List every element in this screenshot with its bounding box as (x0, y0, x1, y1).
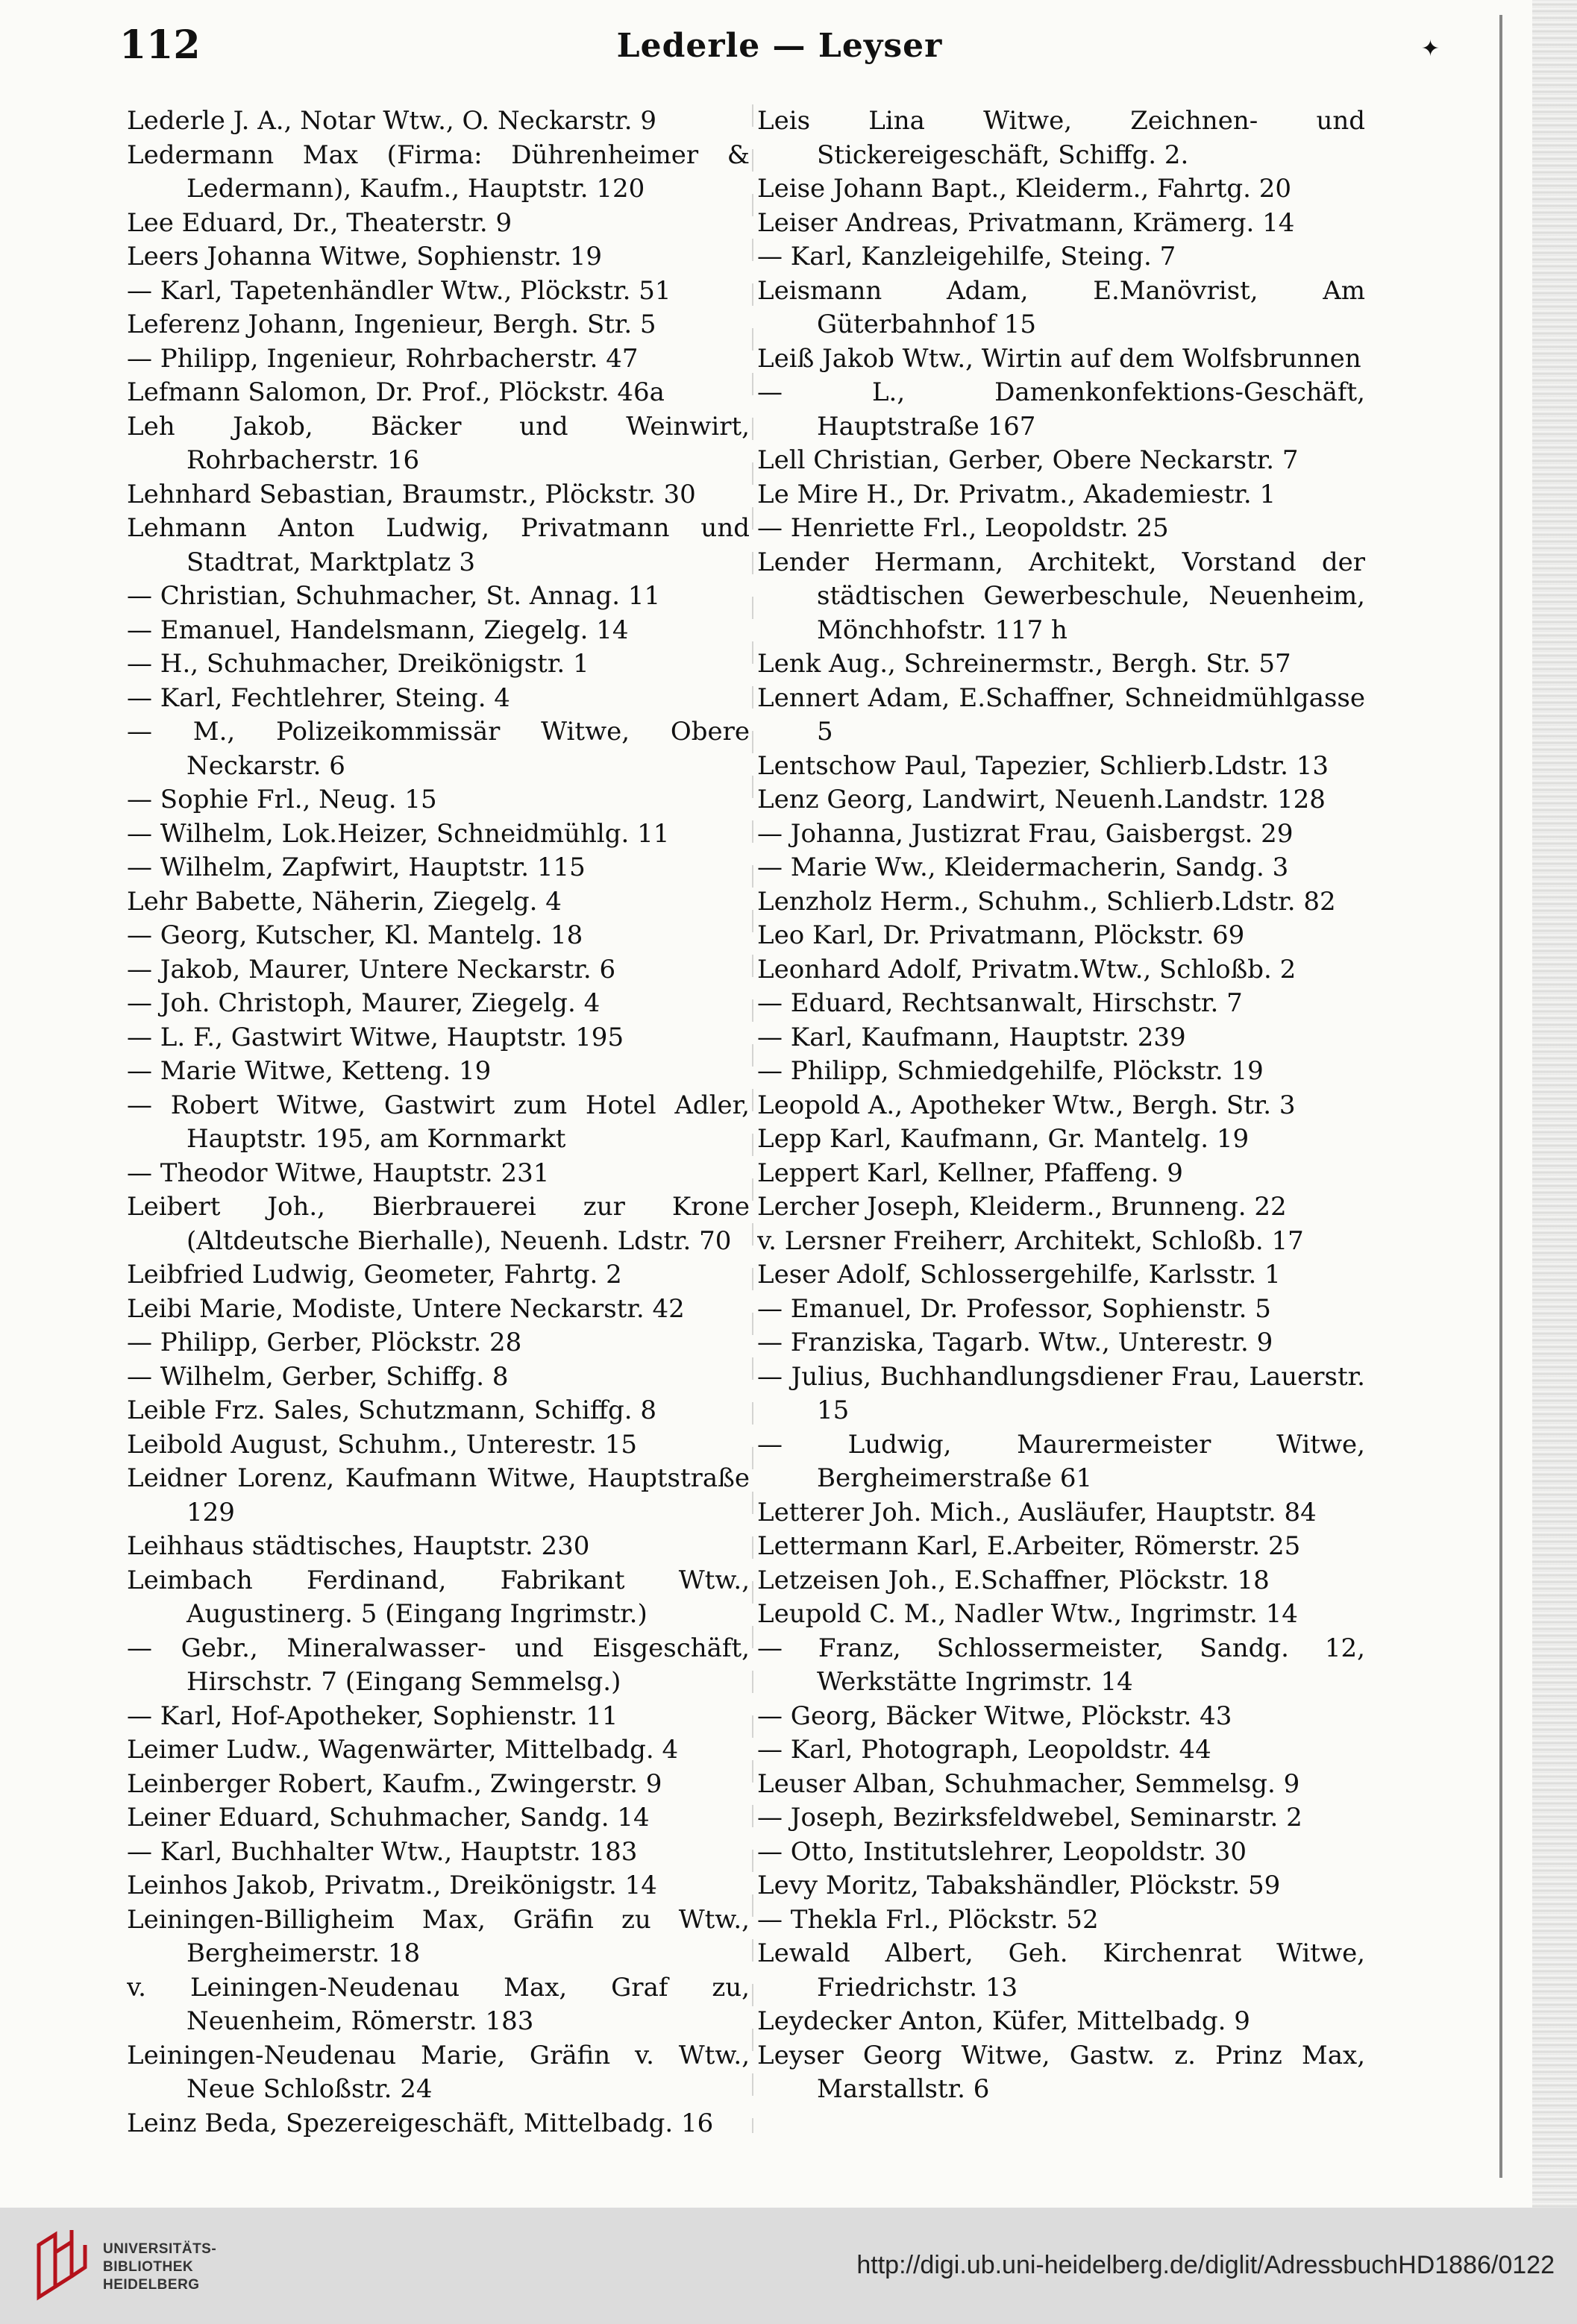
directory-entry: Letterer Joh. Mich., Ausläufer, Hauptstr. 84 (757, 1497, 1317, 1527)
directory-entry: Leiningen-Billigheim Max, Gräfin zu Wtw., Bergheimerstr. 18 (127, 1904, 750, 1968)
directory-entry: Leferenz Johann, Ingenieur, Bergh. Str. 5 (127, 310, 656, 339)
directory-entry: Leiser Andreas, Privatmann, Krämerg. 14 (757, 207, 1295, 238)
directory-entry: — Franz, Schlossermeister, Sandg. 12, Werkstätte Ingrimstr. 14 (757, 1633, 1365, 1697)
directory-entry: Leibi Marie, Modiste, Untere Neckarstr. 42 (127, 1293, 685, 1324)
directory-entry: Leible Frz. Sales, Schutzmann, Schiffg. 8 (127, 1395, 657, 1425)
directory-entry: Lee Eduard, Dr., Theaterstr. 9 (127, 207, 512, 238)
directory-entry: Leiß Jakob Wtw., Wirtin auf dem Wolfsbrunnen (757, 343, 1361, 374)
directory-entry: Ledermann Max (Firma: Dührenheimer & Ledermann), Kaufm., Hauptstr. 120 (127, 139, 750, 204)
directory-entry: Lercher Joseph, Kleiderm., Brunneng. 22 (757, 1192, 1287, 1222)
page-edge-shadow (1532, 0, 1577, 2208)
column-divider (752, 104, 753, 2133)
directory-entry: — Karl, Hof-Apotheker, Sophienstr. 11 (127, 1700, 618, 1731)
directory-entry: — Karl, Fechtlehrer, Steing. 4 (127, 682, 510, 713)
library-name-line: HEIDELBERG (103, 2277, 200, 2293)
directory-entry: — Wilhelm, Zapfwirt, Hauptstr. 115 (127, 852, 586, 882)
running-head: Lederle — Leyser (616, 27, 943, 65)
directory-entry: — Joh. Christoph, Maurer, Ziegelg. 4 (127, 988, 601, 1018)
directory-entry: Leh Jakob, Bäcker und Weinwirt, Rohrbacherstr. 16 (127, 411, 750, 475)
directory-entry: Leinhos Jakob, Privatm., Dreikönigstr. 14 (127, 1871, 657, 1900)
directory-entry: Leonhard Adolf, Privatm.Wtw., Schloßb. 2 (757, 954, 1297, 984)
directory-entry: — Christian, Schuhmacher, St. Annag. 11 (127, 581, 661, 611)
source-url-link[interactable]: http://digi.ub.uni-heidelberg.de/diglit/AdressbuchHD1886/0122 (856, 2251, 1555, 2279)
directory-entry: Leinz Beda, Spezereigeschäft, Mittelbadg. 16 (127, 2108, 714, 2138)
directory-entry: Lehr Babette, Näherin, Ziegelg. 4 (127, 886, 562, 917)
directory-entry: Lettermann Karl, E.Arbeiter, Römerstr. 25 (757, 1531, 1301, 1561)
directory-entry: — Karl, Buchhalter Wtw., Hauptstr. 183 (127, 1836, 638, 1867)
page-edge-line (1499, 15, 1502, 2178)
directory-entry: — Jakob, Maurer, Untere Neckarstr. 6 (127, 954, 616, 984)
directory-entry: — Karl, Tapetenhändler Wtw., Plöckstr. 51 (127, 275, 671, 306)
directory-entry: — Robert Witwe, Gastwirt zum Hotel Adler, Hauptstr. 195, am Kornmarkt (127, 1090, 750, 1154)
directory-entry: — Joseph, Bezirksfeldwebel, Seminarstr. 2 (757, 1803, 1302, 1832)
directory-entry: — Karl, Photograph, Leopoldstr. 44 (757, 1735, 1211, 1765)
right-column (757, 104, 1365, 2155)
directory-entry: Leers Johanna Witwe, Sophienstr. 19 (127, 242, 603, 271)
directory-entry: — Eduard, Rechtsanwalt, Hirschstr. 7 (757, 988, 1243, 1018)
directory-entry: Leser Adolf, Schlossergehilfe, Karlsstr. 1 (757, 1260, 1281, 1290)
directory-entry: Lender Hermann, Architekt, Vorstand der städtischen Gewerbeschule, Neuenheim, Mönchhofstr. 117 h (757, 547, 1365, 645)
directory-entry: — L., Damenkonfektions-Geschäft, Hauptstraße 167 (757, 377, 1365, 442)
library-name-line: UNIVERSITÄTS- (103, 2241, 217, 2257)
directory-entry: Leise Johann Bapt., Kleiderm., Fahrtg. 20 (757, 174, 1292, 204)
directory-entry: — Ludwig, Maurermeister Witwe, Bergheimerstraße 61 (757, 1429, 1365, 1493)
directory-entry: Leo Karl, Dr. Privatmann, Plöckstr. 69 (757, 920, 1245, 950)
directory-entry: Leimbach Ferdinand, Fabrikant Wtw., Augustinerg. 5 (Eingang Ingrimstr.) (127, 1565, 750, 1629)
directory-entry: Leidner Lorenz, Kaufmann Witwe, Hauptstraße 129 (127, 1463, 750, 1527)
directory-entry: Lehnhard Sebastian, Braumstr., Plöckstr. 30 (127, 479, 696, 509)
directory-entry: — Marie Ww., Kleidermacherin, Sandg. 3 (757, 852, 1289, 882)
footer-bar (0, 2208, 1577, 2324)
directory-entry: Leopold A., Apotheker Wtw., Bergh. Str. 3 (757, 1090, 1296, 1120)
directory-entry: — Georg, Bäcker Witwe, Plöckstr. 43 (757, 1700, 1232, 1731)
directory-entry: Leydecker Anton, Küfer, Mittelbadg. 9 (757, 2006, 1250, 2036)
directory-entry: — Gebr., Mineralwasser- und Eisgeschäft, Hirschstr. 7 (Eingang Semmelsg.) (127, 1633, 750, 1697)
directory-entry: Leibold August, Schuhm., Unterestr. 15 (127, 1429, 638, 1460)
directory-entry: Leinberger Robert, Kaufm., Zwingerstr. 9 (127, 1768, 662, 1799)
directory-entry: — Franziska, Tagarb. Wtw., Unterestr. 9 (757, 1328, 1273, 1357)
directory-entry: Lenz Georg, Landwirt, Neuenh.Landstr. 128 (757, 785, 1326, 814)
directory-entry: — Emanuel, Handelsmann, Ziegelg. 14 (127, 615, 629, 645)
library-name (103, 2240, 216, 2294)
directory-entry: Lentschow Paul, Tapezier, Schlierb.Ldstr. 13 (757, 750, 1329, 781)
directory-entry: — Philipp, Ingenieur, Rohrbacherstr. 47 (127, 343, 639, 374)
directory-entry: — Sophie Frl., Neug. 15 (127, 785, 437, 814)
directory-entry: — Julius, Buchhandlungsdiener Frau, Lauerstr. 15 (757, 1361, 1365, 1425)
directory-entry: Leuser Alban, Schuhmacher, Semmelsg. 9 (757, 1768, 1300, 1799)
directory-entry: — Karl, Kaufmann, Hauptstr. 239 (757, 1022, 1186, 1052)
directory-entry: Leibert Joh., Bierbrauerei zur Krone (Altdeutsche Bierhalle), Neuenh. Ldstr. 70 (127, 1192, 750, 1256)
directory-entry: Leyser Georg Witwe, Gastw. z. Prinz Max, Marstallstr. 6 (757, 2040, 1365, 2104)
ornament-mark: ✦ (1420, 36, 1440, 62)
directory-entry: Lewald Albert, Geh. Kirchenrat Witwe, Friedrichstr. 13 (757, 1938, 1365, 2003)
directory-entry: — M., Polizeikommissär Witwe, Obere Neckarstr. 6 (127, 717, 750, 781)
directory-entry: — Philipp, Gerber, Plöckstr. 28 (127, 1328, 522, 1357)
directory-entry: Lennert Adam, E.Schaffner, Schneidmühlgasse 5 (757, 682, 1365, 747)
directory-entry: Lederle J. A., Notar Wtw., O. Neckarstr. 9 (127, 106, 656, 136)
directory-entry: Leiningen-Neudenau Marie, Gräfin v. Wtw., Neue Schloßstr. 24 (127, 2040, 750, 2104)
directory-entry: Leis Lina Witwe, Zeichnen- und Stickereigeschäft, Schiffg. 2. (757, 106, 1365, 170)
directory-entry: Lepp Karl, Kaufmann, Gr. Mantelg. 19 (757, 1124, 1250, 1154)
directory-entry: — H., Schuhmacher, Dreikönigstr. 1 (127, 649, 589, 679)
directory-entry: — Wilhelm, Gerber, Schiffg. 8 (127, 1361, 509, 1392)
directory-entry: Leimer Ludw., Wagenwärter, Mittelbadg. 4 (127, 1735, 679, 1765)
directory-entry: — Otto, Institutslehrer, Leopoldstr. 30 (757, 1836, 1247, 1867)
directory-entry: — Johanna, Justizrat Frau, Gaisbergst. 29 (757, 818, 1294, 849)
directory-entry: — Wilhelm, Lok.Heizer, Schneidmühlg. 11 (127, 818, 670, 849)
directory-entry: — Philipp, Schmiedgehilfe, Plöckstr. 19 (757, 1056, 1264, 1086)
directory-entry: Leibfried Ludwig, Geometer, Fahrtg. 2 (127, 1260, 622, 1290)
directory-entry: — Georg, Kutscher, Kl. Mantelg. 18 (127, 920, 583, 950)
library-logo-icon (33, 2230, 91, 2302)
directory-entry: Lell Christian, Gerber, Obere Neckarstr. 7 (757, 445, 1299, 475)
directory-entry: — Marie Witwe, Ketteng. 19 (127, 1056, 492, 1086)
directory-entry: Lenk Aug., Schreinermstr., Bergh. Str. 57 (757, 649, 1291, 679)
directory-entry: Levy Moritz, Tabakshändler, Plöckstr. 59 (757, 1871, 1281, 1900)
directory-entry: Lehmann Anton Ludwig, Privatmann und Stadtrat, Marktplatz 3 (127, 513, 750, 577)
page-header (119, 22, 1440, 75)
directory-entry: Letzeisen Joh., E.Schaffner, Plöckstr. 18 (757, 1565, 1270, 1595)
directory-entry: — L. F., Gastwirt Witwe, Hauptstr. 195 (127, 1022, 624, 1052)
directory-entry: Leupold C. M., Nadler Wtw., Ingrimstr. 14 (757, 1599, 1298, 1629)
directory-entry: — Henriette Frl., Leopoldstr. 25 (757, 513, 1169, 543)
directory-entry: Leismann Adam, E.Manövrist, Am Güterbahnhof 15 (757, 275, 1365, 339)
library-name-line: BIBLIOTHEK (103, 2259, 194, 2275)
directory-entry: Le Mire H., Dr. Privatm., Akademiestr. 1 (757, 479, 1276, 509)
directory-entry: Leihhaus städtisches, Hauptstr. 230 (127, 1531, 590, 1561)
directory-entry: v. Leiningen-Neudenau Max, Graf zu, Neuenheim, Römerstr. 183 (127, 1972, 750, 2036)
left-column (127, 104, 750, 2155)
directory-entry: — Thekla Frl., Plöckstr. 52 (757, 1904, 1099, 1935)
directory-entry: Lefmann Salomon, Dr. Prof., Plöckstr. 46a (127, 377, 665, 407)
directory-entry: — Karl, Kanzleigehilfe, Steing. 7 (757, 242, 1176, 271)
directory-entry: v. Lersner Freiherr, Architekt, Schloßb. 17 (757, 1225, 1304, 1256)
directory-entry: Leppert Karl, Kellner, Pfaffeng. 9 (757, 1158, 1183, 1188)
directory-entry: — Emanuel, Dr. Professor, Sophienstr. 5 (757, 1293, 1271, 1324)
directory-entry: — Theodor Witwe, Hauptstr. 231 (127, 1158, 550, 1188)
directory-entry: Leiner Eduard, Schuhmacher, Sandg. 14 (127, 1803, 650, 1832)
directory-entry: Lenzholz Herm., Schuhm., Schlierb.Ldstr. 82 (757, 886, 1336, 917)
page-number: 112 (119, 22, 201, 68)
